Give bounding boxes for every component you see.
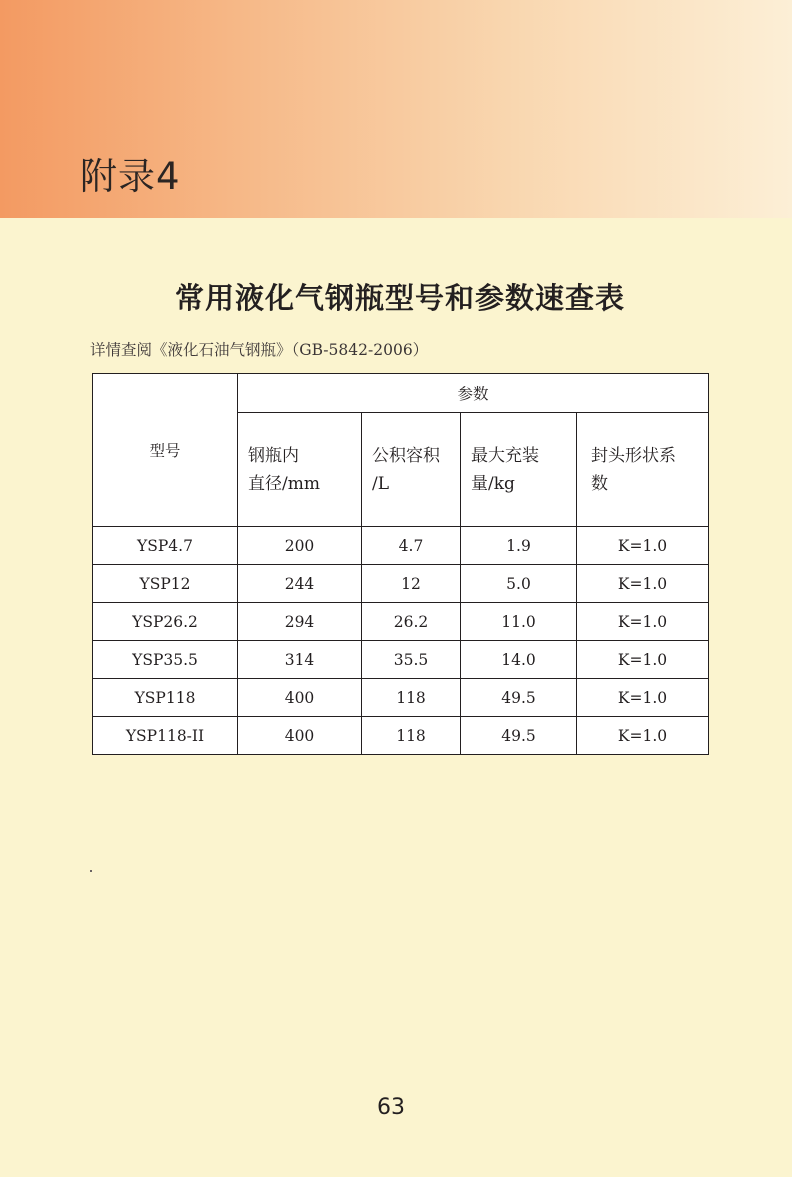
appendix-label: 附录4 [80, 155, 181, 198]
table-row [93, 565, 709, 603]
volume-cell: 12 [362, 565, 461, 603]
stray-mark [90, 870, 92, 872]
volume-header-line2: /L [372, 473, 390, 494]
table-header-row [93, 374, 709, 413]
volume-column-header [362, 413, 461, 527]
table-row [93, 603, 709, 641]
table-row [93, 717, 709, 755]
max-fill-header-line2: 量/kg [471, 473, 515, 494]
max-fill-cell: 14.0 [461, 641, 577, 679]
coef-cell: K=1.0 [577, 641, 709, 679]
table-title: 常用液化气钢瓶型号和参数速查表 [174, 281, 625, 315]
diameter-cell: 200 [238, 527, 362, 565]
diameter-cell: 314 [238, 641, 362, 679]
coef-header-line1: 封头形状系 [591, 445, 676, 466]
model-column-header: 型号 [93, 374, 238, 527]
table-row [93, 679, 709, 717]
max-fill-cell: 11.0 [461, 603, 577, 641]
volume-header-line1: 公积容积 [372, 445, 440, 466]
coef-cell: K=1.0 [577, 527, 709, 565]
model-cell: YSP118 [93, 679, 238, 717]
coef-header-line2: 数 [591, 473, 608, 494]
diameter-cell: 400 [238, 717, 362, 755]
spec-table [92, 373, 709, 755]
model-cell: YSP26.2 [93, 603, 238, 641]
coef-cell: K=1.0 [577, 603, 709, 641]
model-cell: YSP35.5 [93, 641, 238, 679]
diameter-cell: 244 [238, 565, 362, 603]
coef-column-header [577, 413, 709, 527]
max-fill-cell: 5.0 [461, 565, 577, 603]
diameter-header-line1: 钢瓶内 [248, 445, 299, 466]
volume-cell: 118 [362, 679, 461, 717]
model-cell: YSP118-II [93, 717, 238, 755]
max-fill-cell: 49.5 [461, 679, 577, 717]
page-number: 63 [377, 1095, 405, 1120]
diameter-header-line2: 直径/mm [248, 473, 320, 494]
model-cell: YSP12 [93, 565, 238, 603]
max-fill-cell: 1.9 [461, 527, 577, 565]
volume-cell: 26.2 [362, 603, 461, 641]
table-row [93, 641, 709, 679]
max-fill-header-line1: 最大充装 [471, 445, 539, 466]
coef-cell: K=1.0 [577, 717, 709, 755]
coef-cell: K=1.0 [577, 565, 709, 603]
max-fill-column-header [461, 413, 577, 527]
diameter-cell: 294 [238, 603, 362, 641]
volume-cell: 4.7 [362, 527, 461, 565]
reference-note: 详情查阅《液化石油气钢瓶》（GB-5842-2006） [90, 341, 429, 359]
volume-cell: 118 [362, 717, 461, 755]
coef-cell: K=1.0 [577, 679, 709, 717]
diameter-column-header [238, 413, 362, 527]
max-fill-cell: 49.5 [461, 717, 577, 755]
diameter-cell: 400 [238, 679, 362, 717]
volume-cell: 35.5 [362, 641, 461, 679]
table-row [93, 527, 709, 565]
params-group-header: 参数 [238, 374, 709, 413]
model-cell: YSP4.7 [93, 527, 238, 565]
